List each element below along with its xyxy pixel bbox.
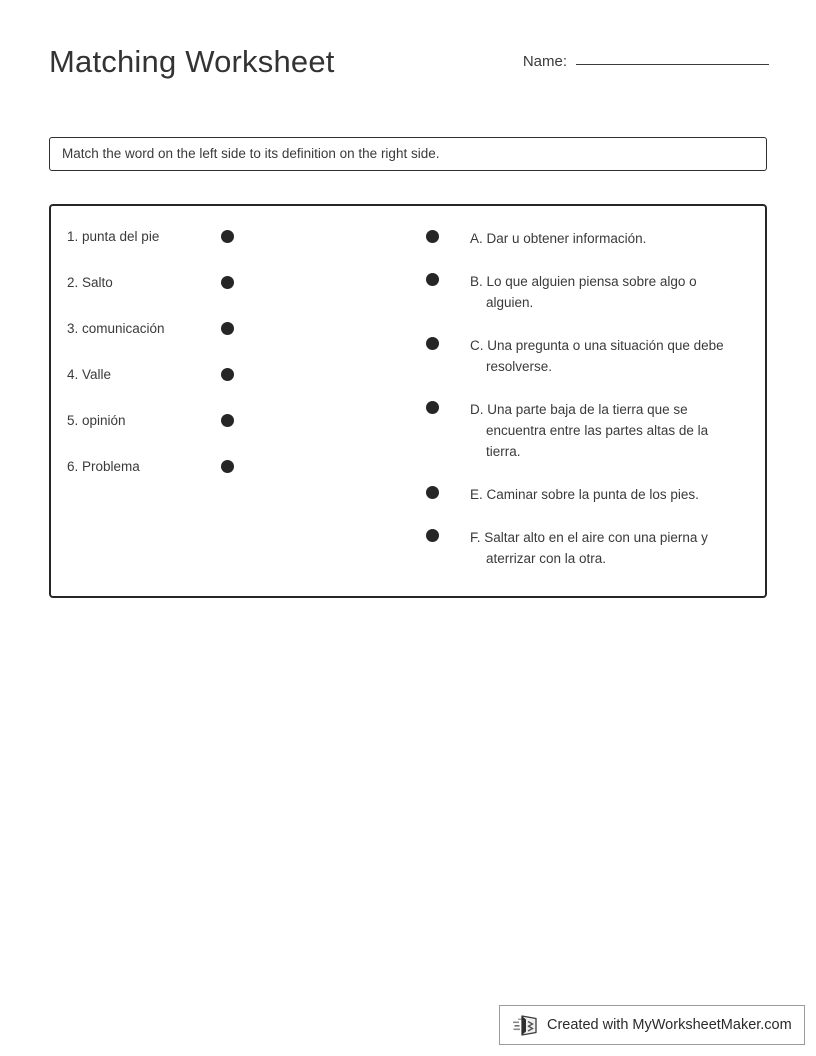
definition-connector-dot[interactable] [426, 273, 439, 286]
term-row[interactable] [67, 458, 287, 475]
term-row[interactable] [67, 228, 287, 245]
name-field-group [523, 52, 769, 72]
term-connector-dot[interactable] [221, 460, 234, 473]
terms-column [67, 228, 287, 504]
definition-row[interactable] [426, 484, 746, 505]
definition-label: A. Dar u obtener información. [470, 231, 647, 246]
term-label: 6. Problema [67, 459, 140, 474]
created-with-badge[interactable] [499, 1005, 805, 1045]
matching-exercise-box [49, 204, 767, 598]
term-connector-dot[interactable] [221, 368, 234, 381]
definition-row[interactable] [426, 527, 746, 569]
page-title: Matching Worksheet [49, 44, 335, 79]
term-connector-dot[interactable] [221, 230, 234, 243]
name-label: Name: [522, 53, 567, 70]
term-row[interactable] [67, 274, 287, 291]
definition-connector-dot[interactable] [426, 401, 439, 414]
definition-row[interactable] [426, 228, 746, 249]
term-connector-dot[interactable] [221, 414, 234, 427]
term-connector-dot[interactable] [221, 322, 234, 335]
definition-label: B. Lo que alguien piensa sobre algo o alguien. [470, 274, 697, 310]
name-input-line[interactable] [576, 64, 769, 65]
term-row[interactable] [67, 320, 287, 337]
term-connector-dot[interactable] [221, 276, 234, 289]
definition-label: C. Una pregunta o una situación que debe resolverse. [470, 338, 724, 374]
definition-label: F. Saltar alto en el aire con una pierna y aterrizar con la otra. [470, 530, 708, 566]
created-with-label: Created with MyWorksheetMaker.com [547, 1017, 792, 1033]
worksheet-maker-logo-icon [513, 1013, 539, 1037]
term-label: 1. punta del pie [67, 229, 160, 244]
definition-connector-dot[interactable] [426, 486, 439, 499]
instructions-box [49, 137, 767, 171]
definition-row[interactable] [426, 271, 746, 313]
definition-row[interactable] [426, 335, 746, 377]
definitions-column [426, 228, 746, 591]
instructions-text: Match the word on the left side to its definition on the right side. [62, 146, 440, 161]
definition-connector-dot[interactable] [426, 230, 439, 243]
definition-label: D. Una parte baja de la tierra que se encuentra entre las partes altas de la tierra. [470, 402, 709, 459]
term-label: 4. Valle [67, 367, 112, 382]
term-label: 2. Salto [67, 275, 113, 290]
definition-connector-dot[interactable] [426, 337, 439, 350]
definition-connector-dot[interactable] [426, 529, 439, 542]
term-label: 3. comunicación [67, 321, 165, 336]
term-label: 5. opinión [67, 413, 126, 428]
term-row[interactable] [67, 366, 287, 383]
definition-label: E. Caminar sobre la punta de los pies. [470, 487, 699, 502]
term-row[interactable] [67, 412, 287, 429]
worksheet-header [49, 42, 769, 98]
definition-row[interactable] [426, 399, 746, 462]
